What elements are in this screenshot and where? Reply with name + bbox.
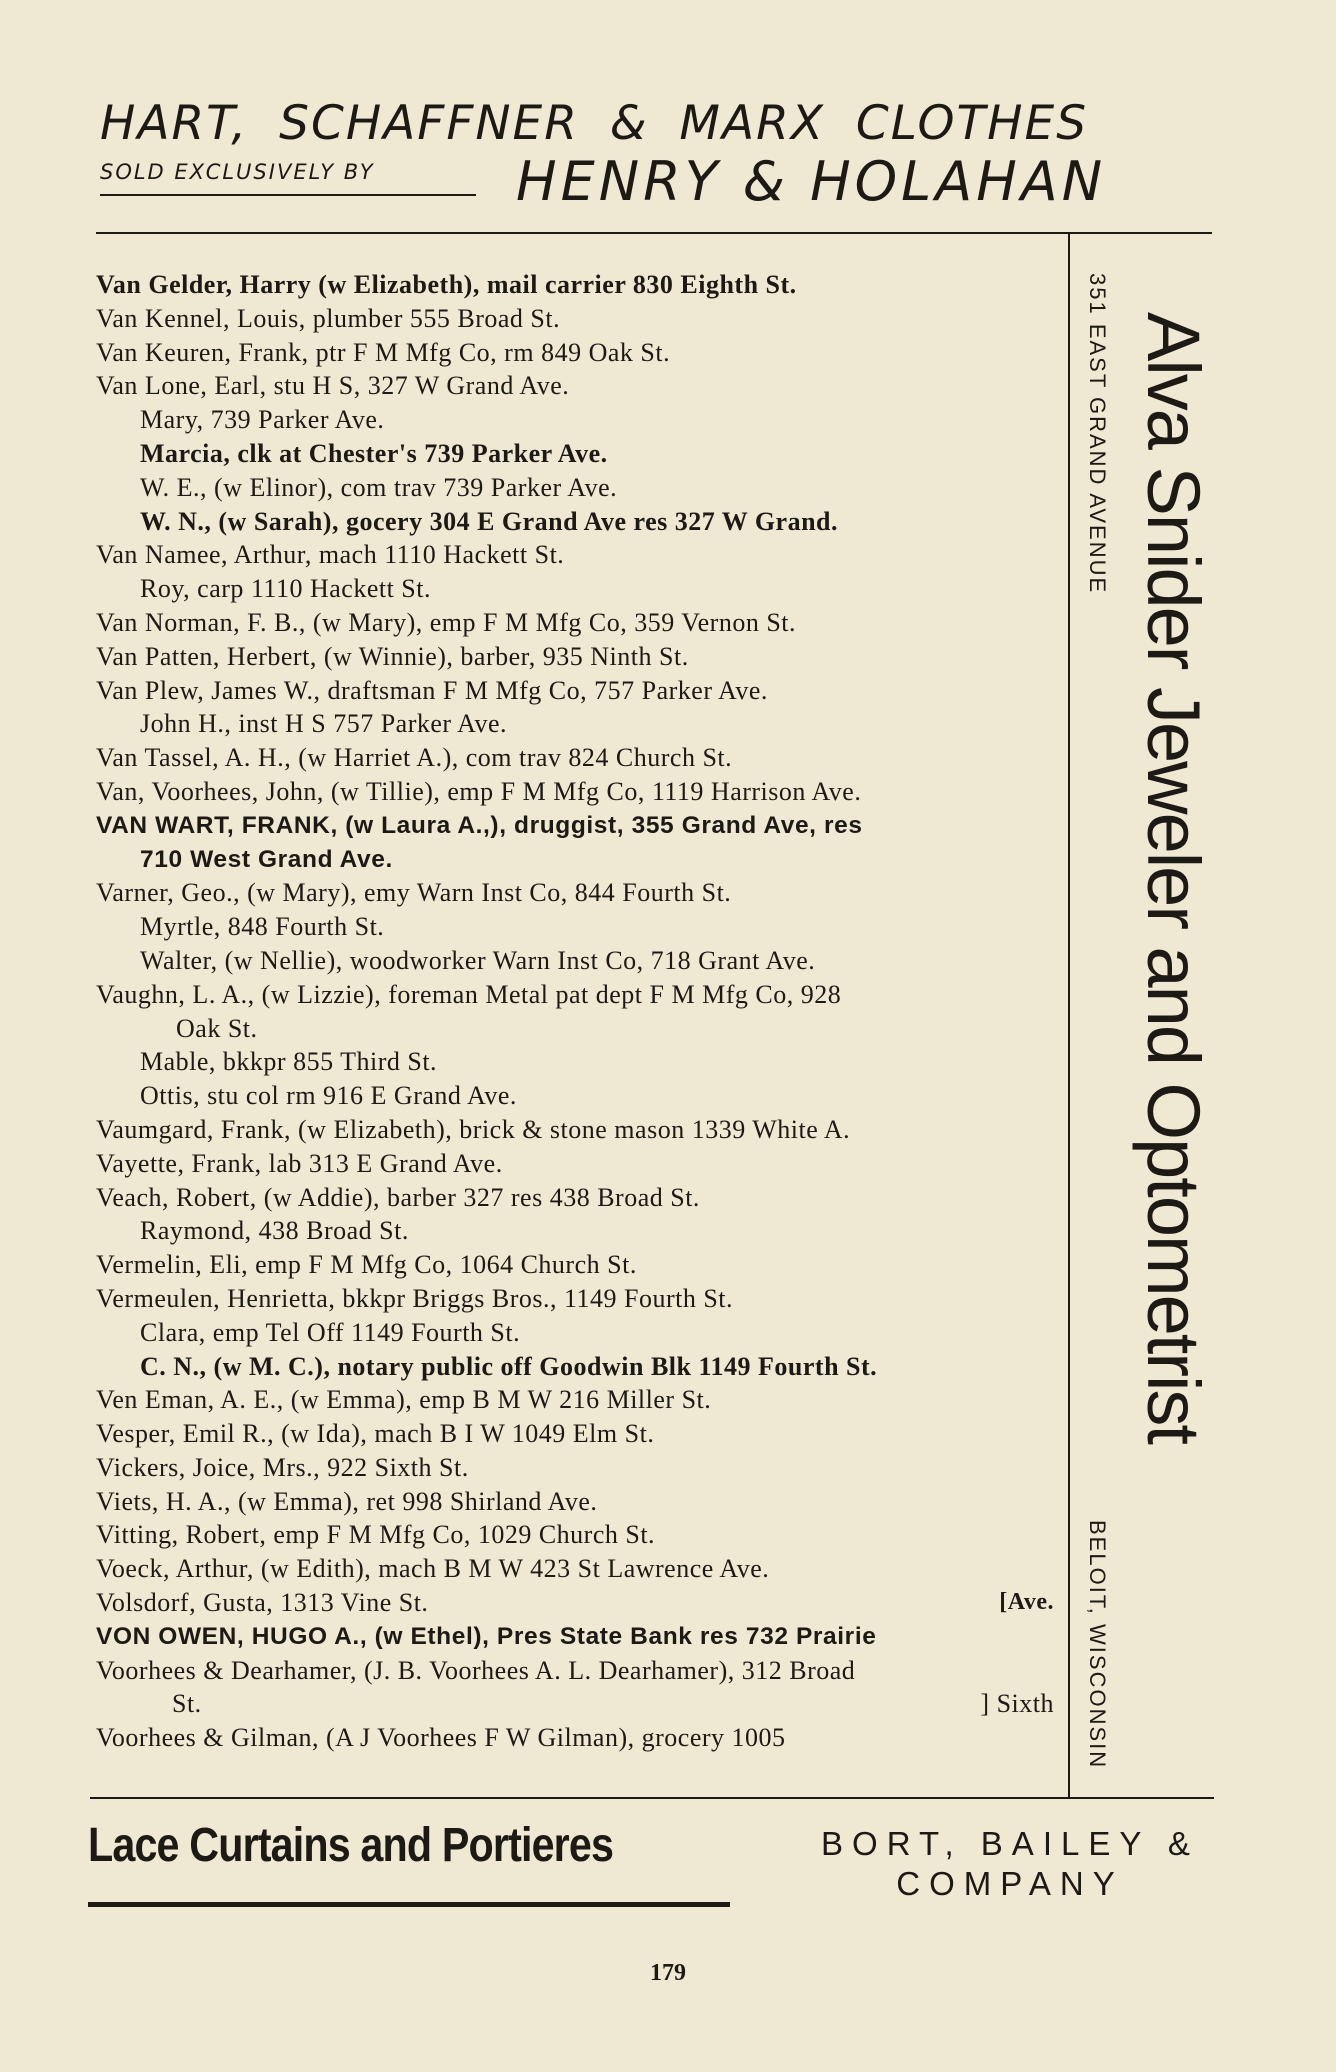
header-ad-line1: HART, SCHAFFNER & MARX CLOTHES	[100, 96, 1089, 151]
list-item-continuation: [Ave.	[999, 1589, 1054, 1616]
list-item: W. E., (w Elinor), com trav 739 Parker Ave.	[140, 472, 618, 502]
list-item	[96, 1687, 1062, 1721]
header-sold-underline	[100, 194, 476, 196]
list-item: Van, Voorhees, John, (w Tillie), emp F M Mfg Co, 1119 Harrison Ave.	[96, 776, 862, 806]
side-ad-address-text: 351 EAST GRAND AVENUE	[1085, 273, 1110, 595]
list-item: Van Patten, Herbert, (w Winnie), barber, 935 Ninth St.	[96, 641, 689, 671]
list-item-continuation: ] Sixth	[980, 1689, 1054, 1719]
list-item: Ottis, stu col rm 916 E Grand Ave.	[140, 1081, 517, 1111]
list-item: 710 West Grand Ave.	[140, 845, 393, 873]
list-item: C. N., (w M. C.), notary public off Goodwin Blk 1149 Fourth St.	[140, 1351, 878, 1381]
list-item: Mary, 739 Parker Ave.	[140, 405, 385, 435]
list-item: Varner, Geo., (w Mary), emy Warn Inst Co, 844 Fourth St.	[96, 878, 732, 908]
list-item: Vermeulen, Henrietta, bkkpr Briggs Bros., 1149 Fourth St.	[96, 1283, 734, 1313]
list-item: Van Tassel, A. H., (w Harriet A.), com trav 824 Church St.	[96, 743, 733, 773]
list-item: Voeck, Arthur, (w Edith), mach B M W 423 St Lawrence Ave.	[96, 1554, 770, 1584]
side-ad-address	[1062, 258, 1132, 610]
list-item	[96, 1586, 1062, 1620]
header-sold-by: SOLD EXCLUSIVELY BY	[100, 160, 375, 184]
list-item: Veach, Robert, (w Addie), barber 327 res 438 Broad St.	[96, 1182, 700, 1212]
list-item: Clara, emp Tel Off 1149 Fourth St.	[140, 1317, 521, 1347]
footer-ad-right-line1: BORT, BAILEY &	[821, 1825, 1199, 1862]
page-number: 179	[650, 1960, 686, 1986]
list-item: Vitting, Robert, emp F M Mfg Co, 1029 Church St.	[96, 1520, 656, 1550]
list-item: Van Norman, F. B., (w Mary), emp F M Mfg Co, 359 Vernon St.	[96, 607, 797, 637]
list-item: Vayette, Frank, lab 313 E Grand Ave.	[96, 1148, 503, 1178]
list-item: Myrtle, 848 Fourth St.	[140, 912, 385, 942]
list-item: Van Plew, James W., draftsman F M Mfg Co, 757 Parker Ave.	[96, 675, 768, 705]
list-item: Ven Eman, A. E., (w Emma), emp B M W 216 Miller St.	[96, 1385, 712, 1415]
side-ad-city-text: BELOIT, WISCONSIN	[1085, 1520, 1110, 1770]
list-item: John H., inst H S 757 Parker Ave.	[140, 709, 508, 739]
list-item: Roy, carp 1110 Hackett St.	[140, 574, 431, 604]
list-item: Vaumgard, Frank, (w Elizabeth), brick & stone mason 1339 White A.	[96, 1114, 851, 1144]
list-item: Van Kennel, Louis, plumber 555 Broad St.	[96, 303, 561, 333]
list-item: VAN WART, FRANK, (w Laura A.,), druggist, 355 Grand Ave, res	[96, 811, 863, 839]
side-ad-name-text: Alva Snider Jeweler and Optometrist	[1132, 312, 1215, 1443]
list-item-text: St.	[172, 1689, 202, 1719]
list-item: Walter, (w Nellie), woodworker Warn Inst Co, 718 Grant Ave.	[140, 945, 816, 975]
footer-ad-left-underline	[88, 1902, 730, 1907]
side-ad-city	[1062, 1520, 1132, 1770]
list-item: Van Keuren, Frank, ptr F M Mfg Co, rm 849 Oak St.	[96, 337, 671, 367]
list-item: Marcia, clk at Chester's 739 Parker Ave.	[140, 438, 608, 468]
list-item: Voorhees & Dearhamer, (J. B. Voorhees A. L. Dearhamer), 312 Broad	[96, 1655, 856, 1685]
directory-listing	[96, 268, 1062, 1755]
top-rule	[96, 232, 1212, 234]
footer-ad-left: Lace Curtains and Portieres	[88, 1819, 614, 1872]
list-item: Van Gelder, Harry (w Elizabeth), mail carrier 830 Eighth St.	[96, 270, 797, 299]
list-item: Vesper, Emil R., (w Ida), mach B I W 1049 Elm St.	[96, 1419, 655, 1449]
list-item: Mable, bkkpr 855 Third St.	[140, 1047, 438, 1077]
list-item: Voorhees & Gilman, (A J Voorhees F W Gilman), grocery 1005	[96, 1723, 786, 1753]
footer-ad-right-line2: COMPANY	[896, 1865, 1124, 1902]
list-item: Vermelin, Eli, emp F M Mfg Co, 1064 Church St.	[96, 1250, 637, 1280]
side-ad-name	[1130, 312, 1216, 1752]
list-item: W. N., (w Sarah), gocery 304 E Grand Ave res 327 W Grand.	[140, 506, 839, 536]
list-item-text: Volsdorf, Gusta, 1313 Vine St.	[96, 1588, 429, 1618]
list-item: Van Lone, Earl, stu H S, 327 W Grand Ave.	[96, 371, 570, 401]
list-item: Raymond, 438 Broad St.	[140, 1216, 409, 1246]
list-item: Oak St.	[176, 1013, 258, 1043]
footer-ad-right	[800, 1824, 1220, 1904]
header-ad-line2: HENRY & HOLAHAN	[516, 150, 1107, 213]
list-item: Vickers, Joice, Mrs., 922 Sixth St.	[96, 1452, 469, 1482]
list-item: Vaughn, L. A., (w Lizzie), foreman Metal pat dept F M Mfg Co, 928	[96, 979, 842, 1009]
list-item: Viets, H. A., (w Emma), ret 998 Shirland Ave.	[96, 1486, 598, 1516]
bottom-rule	[90, 1797, 1214, 1799]
list-item: Van Namee, Arthur, mach 1110 Hackett St.	[96, 540, 565, 570]
list-item: VON OWEN, HUGO A., (w Ethel), Pres State Bank res 732 Prairie	[96, 1622, 877, 1650]
